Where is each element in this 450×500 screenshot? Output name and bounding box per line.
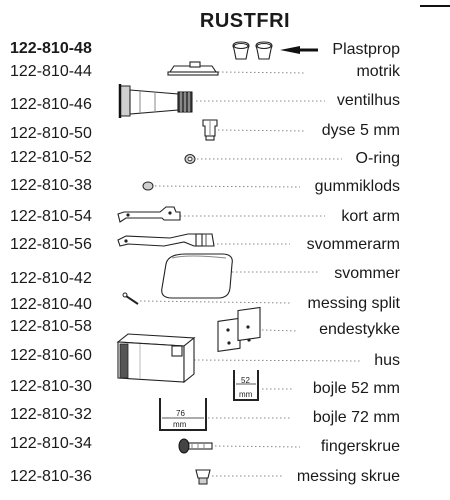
float-icon	[162, 254, 233, 298]
part-number-56: 122-810-56	[10, 236, 92, 253]
end-plate-icon	[218, 307, 260, 351]
part-name-fingerskrue: fingerskrue	[320, 438, 400, 455]
part-name-motrik: motrik	[356, 63, 400, 80]
leader-gummiklods	[155, 186, 300, 187]
leader-motrik	[218, 72, 305, 73]
dim-76-unit: mm	[173, 420, 187, 429]
part-number-52: 122-810-52	[10, 149, 92, 166]
part-number-42: 122-810-42	[10, 270, 92, 287]
o-ring-icon	[185, 155, 195, 164]
part-number-48: 122-810-48	[10, 40, 92, 57]
dim-52-label: 52	[241, 376, 250, 385]
short-arm-icon	[118, 207, 180, 222]
nut-icon	[168, 62, 218, 75]
brass-screw-icon	[196, 470, 210, 484]
part-name-ventilhus: ventilhus	[336, 92, 400, 109]
dim-76-label: 76	[176, 409, 185, 418]
part-name-dyse: dyse 5 mm	[321, 122, 400, 139]
part-number-60: 122-810-60	[10, 347, 92, 364]
leader-dyse	[218, 130, 305, 131]
part-name-plastprop: Plastprop	[332, 41, 400, 58]
u-bracket-52-icon	[234, 370, 258, 400]
u-bracket-72-icon	[160, 398, 206, 430]
part-name-hus: hus	[374, 352, 400, 369]
part-number-46: 122-810-46	[10, 96, 92, 113]
part-number-38: 122-810-38	[10, 177, 92, 194]
part-number-36: 122-810-36	[10, 468, 92, 485]
part-name-oring: O-ring	[355, 150, 400, 167]
part-number-44: 122-810-44	[10, 63, 92, 80]
part-name-endestykke: endestykke	[319, 321, 400, 338]
housing-icon	[118, 334, 194, 382]
part-number-58: 122-810-58	[10, 318, 92, 335]
valve-body-icon	[120, 84, 192, 118]
part-number-40: 122-810-40	[10, 296, 92, 313]
leader-messing-split	[140, 301, 290, 303]
part-name-svommerarm: svommerarm	[306, 236, 400, 253]
plug-cap-icon	[233, 42, 318, 59]
part-name-kort-arm: kort arm	[341, 208, 400, 225]
split-pin-icon	[123, 293, 138, 304]
part-name-bojle-52: bojle 52 mm	[312, 380, 400, 397]
part-name-messing-split: messing split	[307, 295, 400, 312]
part-name-bojle-72: bojle 72 mm	[312, 409, 400, 426]
part-name-svommer: svommer	[334, 265, 400, 282]
thumb-screw-icon	[179, 439, 212, 453]
diagram-title: RUSTFRI	[199, 10, 291, 32]
leader-fingerskrue	[215, 446, 300, 447]
part-name-messing-skrue: messing skrue	[296, 468, 400, 485]
float-arm-icon	[118, 234, 214, 246]
part-name-gummiklods: gummiklods	[314, 178, 400, 195]
leader-endestykke	[262, 330, 298, 331]
rubber-pad-icon	[143, 182, 153, 190]
part-number-30: 122-810-30	[10, 378, 92, 395]
nozzle-icon	[203, 120, 217, 140]
pointer-arrow-icon	[280, 46, 318, 54]
part-number-50: 122-810-50	[10, 125, 92, 142]
part-number-34: 122-810-34	[10, 435, 92, 452]
part-number-54: 122-810-54	[10, 208, 92, 225]
part-number-32: 122-810-32	[10, 406, 92, 423]
dim-52-unit: mm	[239, 390, 253, 399]
leader-hus	[194, 360, 360, 361]
